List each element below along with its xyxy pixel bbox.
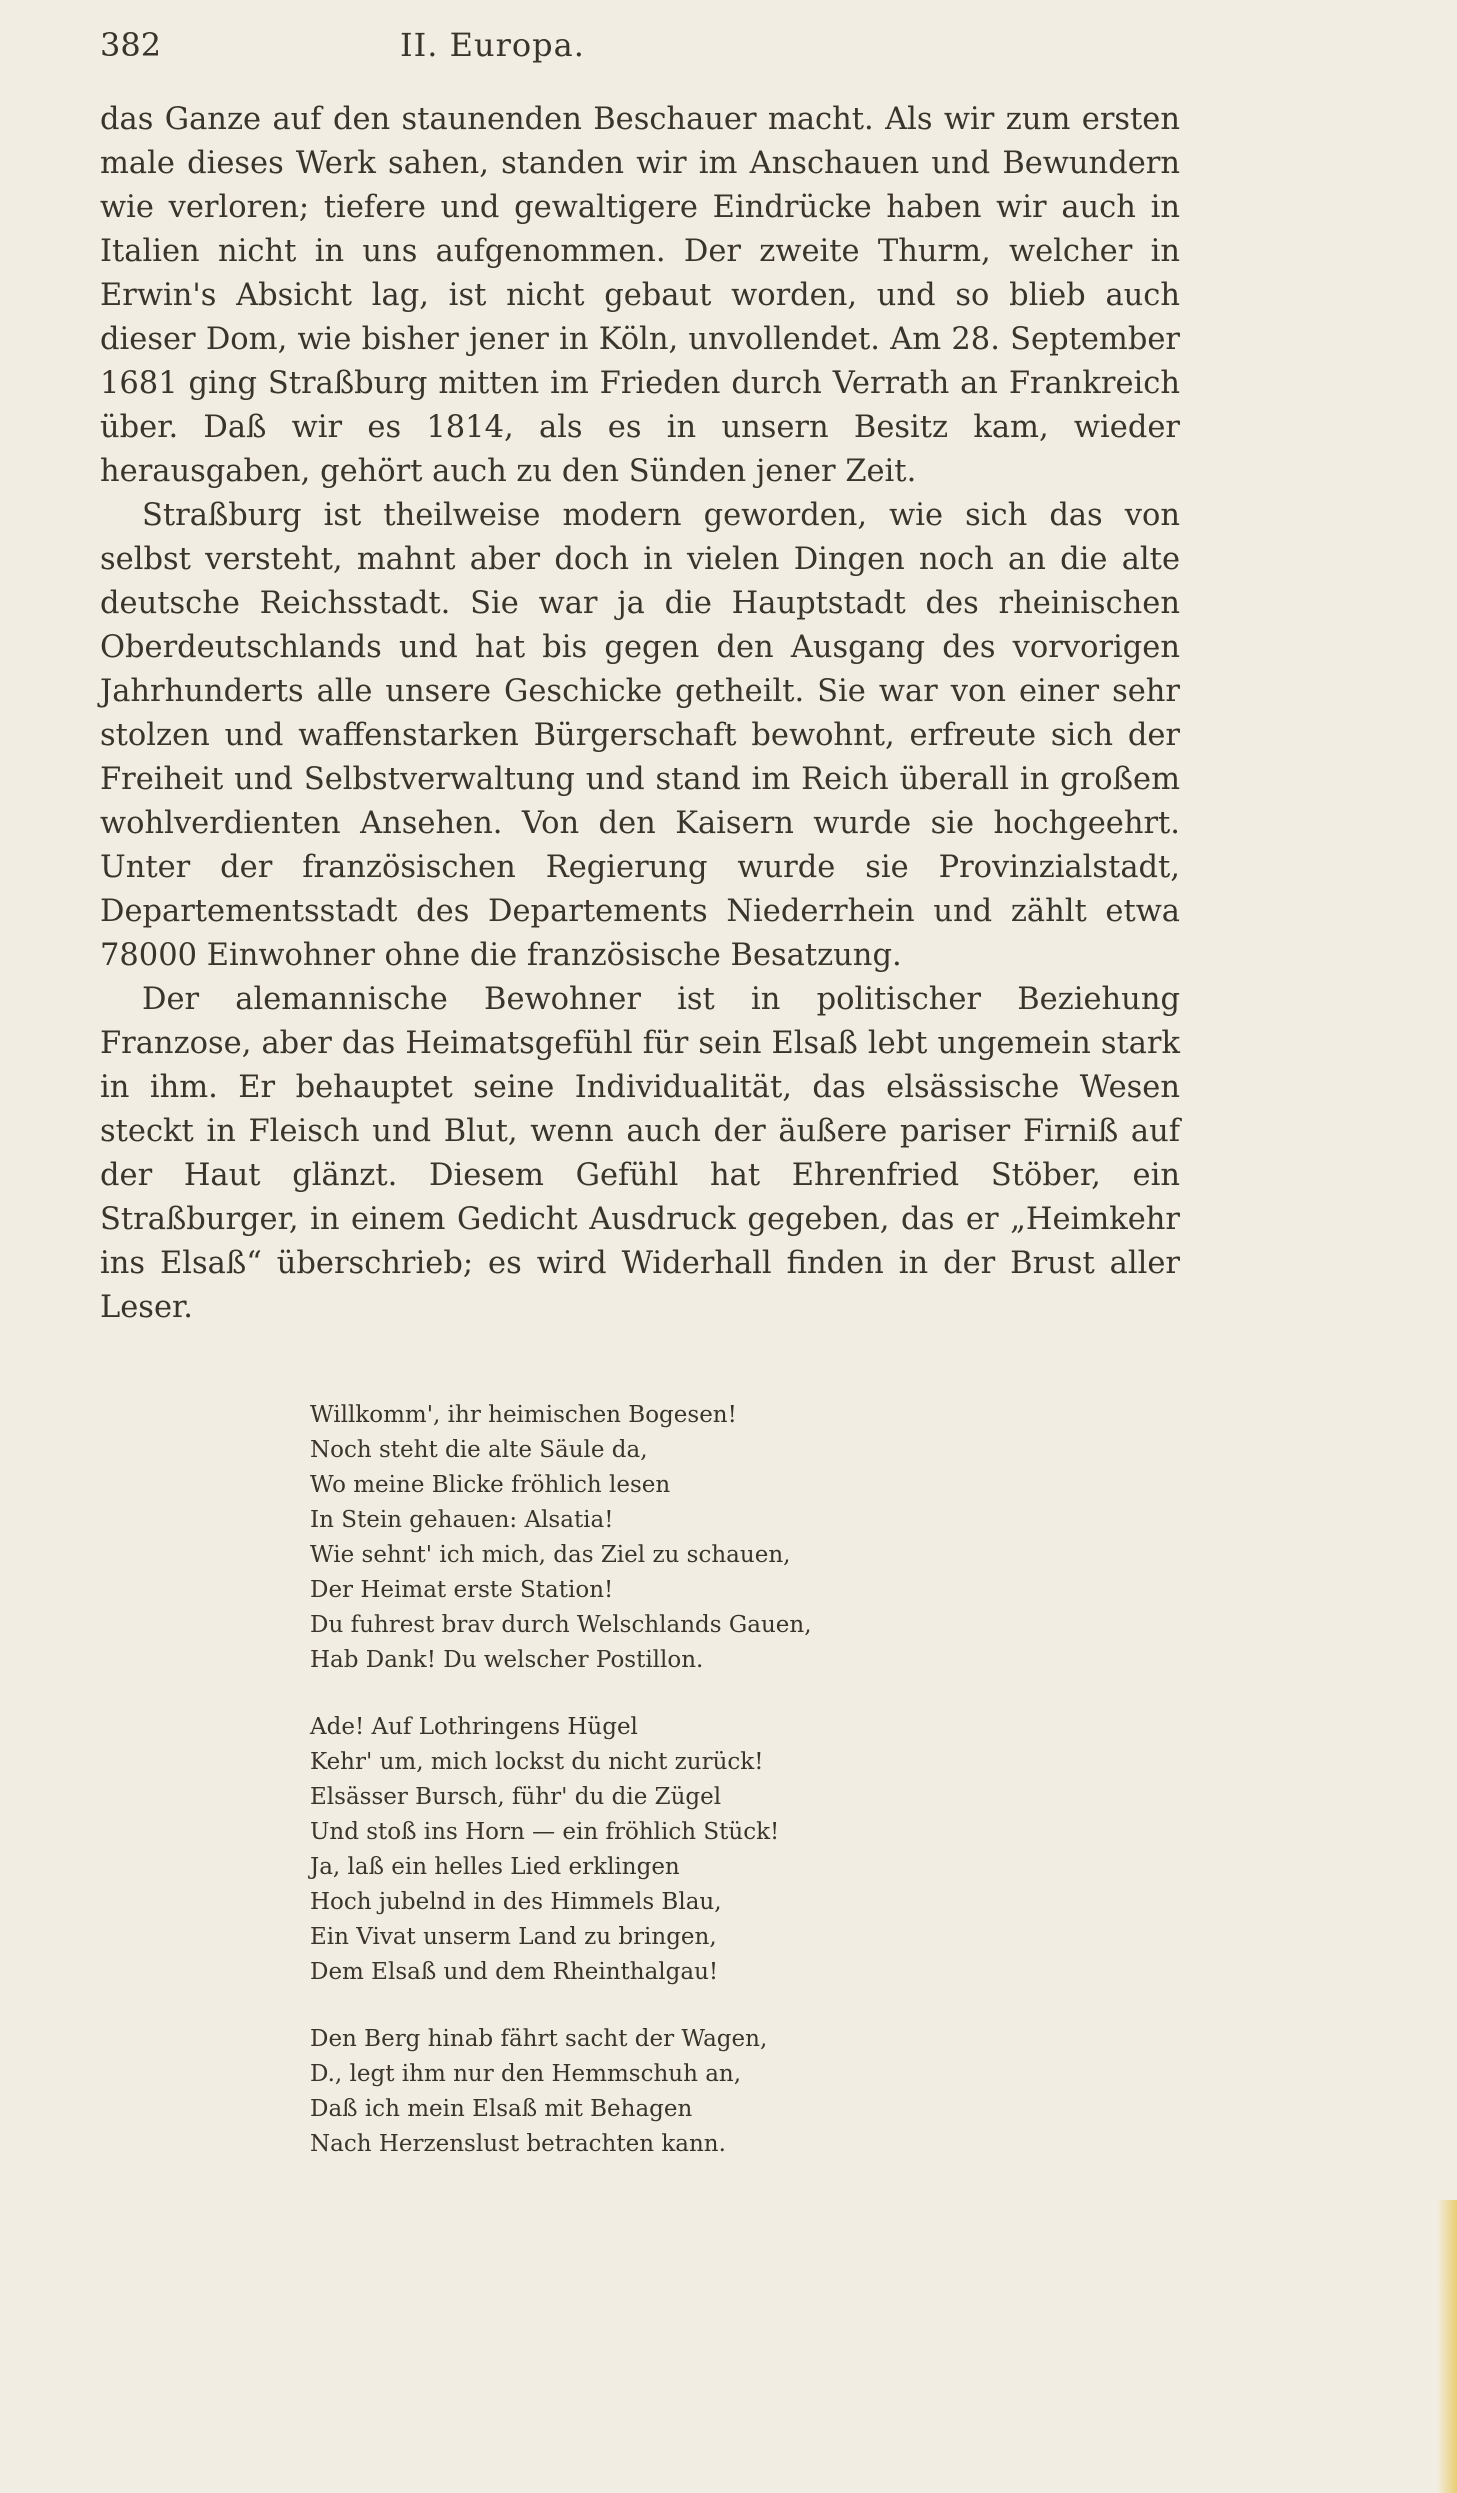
poem-line: Nach Herzenslust betrachten kann. xyxy=(310,2131,726,2157)
poem-line: Ja, laß ein helles Lied erklingen xyxy=(310,1854,680,1880)
poem-line: Noch steht die alte Säule da, xyxy=(310,1437,648,1463)
poem-stanza-3 xyxy=(310,2022,1070,2162)
running-title: II. Europa. xyxy=(400,26,585,64)
poem-line: Den Berg hinab fährt sacht der Wagen, xyxy=(310,2026,768,2052)
poem-line: Wo meine Blicke fröhlich lesen xyxy=(310,1472,671,1498)
poem-stanza-2 xyxy=(310,1710,1070,1990)
poem-line: Willkomm', ihr heimischen Bogesen! xyxy=(310,1402,737,1428)
poem-line: Daß ich mein Elsaß mit Behagen xyxy=(310,2096,693,2122)
poem-line: Hab Dank! Du welscher Postillon. xyxy=(310,1647,704,1673)
body-text xyxy=(100,98,1180,1330)
page-edge-stain xyxy=(1437,2200,1457,2493)
poem-line: Wie sehnt' ich mich, das Ziel zu schauen, xyxy=(310,1542,791,1568)
poem-line: Du fuhrest brav durch Welschlands Gauen, xyxy=(310,1612,812,1638)
poem-line: Ade! Auf Lothringens Hügel xyxy=(310,1714,638,1740)
poem-stanza-1 xyxy=(310,1398,1070,1678)
poem-line: Elsässer Bursch, führ' du die Zügel xyxy=(310,1784,722,1810)
paragraph: Straßburg ist theilweise modern geworden, wie sich das von selbst versteht, mahnt aber doch in vielen Dingen noch an die alte deutsche Reichsstadt. Sie war ja die Hauptstadt des rheinischen Oberdeutschlands und hat bis gegen den Ausgang des vorvorigen Jahrhunderts alle unsere Geschicke getheilt. Sie war von einer sehr stolzen und waffenstarken Bürgerschaft bewohnt, erfreute sich der Freiheit und Selbstverwaltung und stand im Reich überall in großem wohlverdienten Ansehen. Von den Kaisern wurde sie hochgeehrt. Unter der französischen Regierung wurde sie Provinzialstadt, Departementsstadt des Departements Niederrhein und zählt etwa 78000 Einwohner ohne die französische Besatzung. xyxy=(100,498,1180,973)
poem-line: In Stein gehauen: Alsatia! xyxy=(310,1507,614,1533)
poem-line: Der Heimat erste Station! xyxy=(310,1577,614,1603)
page-header xyxy=(100,20,1180,80)
paragraph: Der alemannische Bewohner ist in politischer Beziehung Franzose, aber das Heimatsgefühl für sein Elsaß lebt ungemein stark in ihm. Er behauptet seine Individualität, das elsässische Wesen steckt in Fleisch und Blut, wenn auch der äußere pariser Firniß auf der Haut glänzt. Diesem Gefühl hat Ehrenfried Stöber, ein Straßburger, in einem Gedicht Ausdruck gegeben, das er „Heimkehr ins Elsaß“ überschrieb; es wird Widerhall finden in der Brust aller Leser. xyxy=(100,982,1180,1325)
page-number: 382 xyxy=(100,26,162,64)
poem-line: Und stoß ins Horn — ein fröhlich Stück! xyxy=(310,1819,780,1845)
paragraph: das Ganze auf den staunenden Beschauer macht. Als wir zum ersten male dieses Werk sahen, standen wir im Anschauen und Bewundern wie verloren; tiefere und gewaltigere Eindrücke haben wir auch in Italien nicht in uns aufgenommen. Der zweite Thurm, welcher in Erwin's Absicht lag, ist nicht gebaut worden, und so blieb auch dieser Dom, wie bisher jener in Köln, unvollendet. Am 28. September 1681 ging Straßburg mitten im Frieden durch Verrath an Frankreich über. Daß wir es 1814, als es in unsern Besitz kam, wieder herausgaben, gehört auch zu den Sünden jener Zeit. xyxy=(100,102,1180,489)
poem-line: Hoch jubelnd in des Himmels Blau, xyxy=(310,1889,722,1915)
poem-line: Ein Vivat unserm Land zu bringen, xyxy=(310,1924,717,1950)
poem-line: D., legt ihm nur den Hemmschuh an, xyxy=(310,2061,742,2087)
poem-line: Kehr' um, mich lockst du nicht zurück! xyxy=(310,1749,764,1775)
poem-line: Dem Elsaß und dem Rheinthalgau! xyxy=(310,1959,719,1985)
